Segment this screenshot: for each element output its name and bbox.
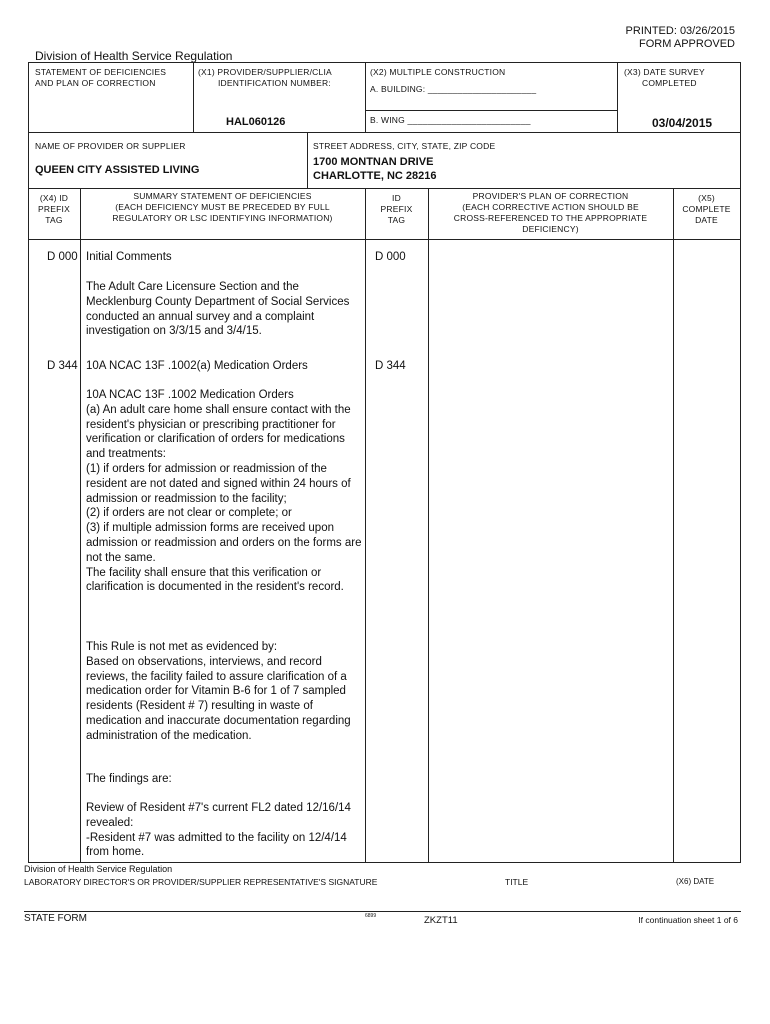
form-approved: FORM APPROVED — [639, 38, 735, 50]
x3-label-2: COMPLETED — [642, 78, 697, 88]
divider — [193, 62, 194, 132]
tag-d344-right: D 344 — [375, 360, 406, 372]
footer-rule — [28, 862, 741, 863]
address-label: STREET ADDRESS, CITY, STATE, ZIP CODE — [313, 141, 496, 151]
plan-header-1: PROVIDER'S PLAN OF CORRECTION — [472, 191, 629, 201]
provider-name: QUEEN CITY ASSISTED LIVING — [35, 164, 200, 176]
summary-header-3: REGULATORY OR LSC IDENTIFYING INFORMATION) — [112, 213, 333, 223]
divider — [28, 132, 741, 133]
initial-comments: Initial Comments — [86, 251, 172, 263]
address-line-1: 1700 MONTNAN DRIVE — [313, 156, 434, 168]
signature-label: LABORATORY DIRECTOR'S OR PROVIDER/SUPPLIER REPRESENTATIVE'S SIGNATURE — [24, 877, 378, 887]
x5-header-1: (X5) — [698, 193, 715, 203]
plan-header-4: DEFICIENCY) — [522, 224, 579, 234]
building-field: A. BUILDING: ______________________ — [370, 84, 537, 94]
column-divider — [80, 188, 81, 862]
continuation-sheet: If continuation sheet 1 of 6 — [638, 915, 738, 925]
x5-header-3: DATE — [695, 215, 718, 225]
form-code: 6899 — [365, 913, 377, 919]
printed-date: PRINTED: 03/26/2015 — [625, 25, 735, 37]
column-divider — [673, 188, 674, 862]
x4-header-2: PREFIX — [38, 204, 70, 214]
statement-label-1: STATEMENT OF DEFICIENCIES — [35, 67, 167, 77]
statement-label-2: AND PLAN OF CORRECTION — [35, 78, 156, 88]
divider — [617, 62, 618, 132]
survey-date: 03/04/2015 — [652, 116, 713, 130]
provider-label: NAME OF PROVIDER OR SUPPLIER — [35, 141, 186, 151]
x6-date-label: (X6) DATE — [676, 877, 715, 886]
x1-label-2: IDENTIFICATION NUMBER: — [218, 78, 331, 88]
title-label: TITLE — [505, 877, 529, 887]
column-divider — [365, 188, 366, 862]
summary-header-2: (EACH DEFICIENCY MUST BE PRECEDED BY FULL — [115, 202, 330, 212]
plan-header-3: CROSS-REFERENCED TO THE APPROPRIATE — [453, 213, 648, 223]
x5-header-2: COMPLETE — [682, 204, 731, 214]
footer-bottom-rule — [24, 911, 741, 912]
rule-title: 10A NCAC 13F .1002(a) Medication Orders — [86, 360, 308, 372]
right-border — [740, 240, 741, 862]
id-header-3: TAG — [387, 215, 406, 225]
x2-label: (X2) MULTIPLE CONSTRUCTION — [370, 67, 506, 77]
rule-text: 10A NCAC 13F .1002 Medication Orders (a) An adult care home shall ensure contact with the resident's physician or prescribing practitioner for verification or clarification of orders for medications and treatments: (1) if orders for admission or readmission of the resident are not dated and signed within 24 hours of admission or readmission to the facility; (2) if orders are not clear or complete; or (3) if multiple admission forms are received upon admission or readmission and orders on the forms are not the same. The facility shall ensure that this verification or clarification is documented in the resident's record. — [86, 389, 362, 594]
footer-division: Division of Health Service Regulation — [24, 864, 173, 874]
divider — [365, 62, 366, 132]
left-border — [28, 240, 29, 862]
zkzt-code: ZKZT11 — [424, 915, 458, 926]
column-divider — [428, 188, 429, 862]
id-header-2: PREFIX — [380, 204, 413, 214]
address-line-2: CHARLOTTE, NC 28216 — [313, 170, 437, 182]
divider — [307, 132, 308, 188]
review-paragraph: Review of Resident #7's current FL2 dated 12/16/14 revealed: -Resident #7 was admitted to the facility on 12/4/14 from home. — [86, 802, 351, 859]
x4-header-1: (X4) ID — [39, 193, 69, 203]
wing-field: B. WING _________________________ — [370, 115, 531, 125]
division-title: Division of Health Service Regulation — [35, 49, 233, 63]
tag-d344: D 344 — [47, 360, 78, 372]
findings-label: The findings are: — [86, 773, 172, 785]
divider — [365, 110, 617, 111]
evidence-paragraph: This Rule is not met as evidenced by: Based on observations, interviews, and record reviews, the facility failed to assure clarification of a medication order for Vitamin B-6 for 1 of 7 sampled residents (Resident # 7) resulting in waste of medication and inaccurate documentation regarding administration of the medication. — [86, 641, 351, 742]
x4-header-3: TAG — [45, 215, 63, 225]
x1-label-1: (X1) PROVIDER/SUPPLIER/CLIA — [198, 67, 332, 77]
tag-d000-right: D 000 — [375, 251, 406, 263]
provider-id: HAL060126 — [226, 116, 286, 128]
plan-header-2: (EACH CORRECTIVE ACTION SHOULD BE — [462, 202, 639, 212]
id-header-1: ID — [392, 193, 401, 203]
survey-paragraph: The Adult Care Licensure Section and the Mecklenburg County Department of Social Services conducted an annual survey and a complaint investigation on 3/3/15 and 3/4/15. — [86, 281, 350, 338]
summary-header-1: SUMMARY STATEMENT OF DEFICIENCIES — [133, 191, 312, 201]
state-form-label: STATE FORM — [24, 913, 87, 924]
tag-d000: D 000 — [47, 251, 78, 263]
divider — [28, 188, 741, 189]
x3-label-1: (X3) DATE SURVEY — [624, 67, 705, 77]
